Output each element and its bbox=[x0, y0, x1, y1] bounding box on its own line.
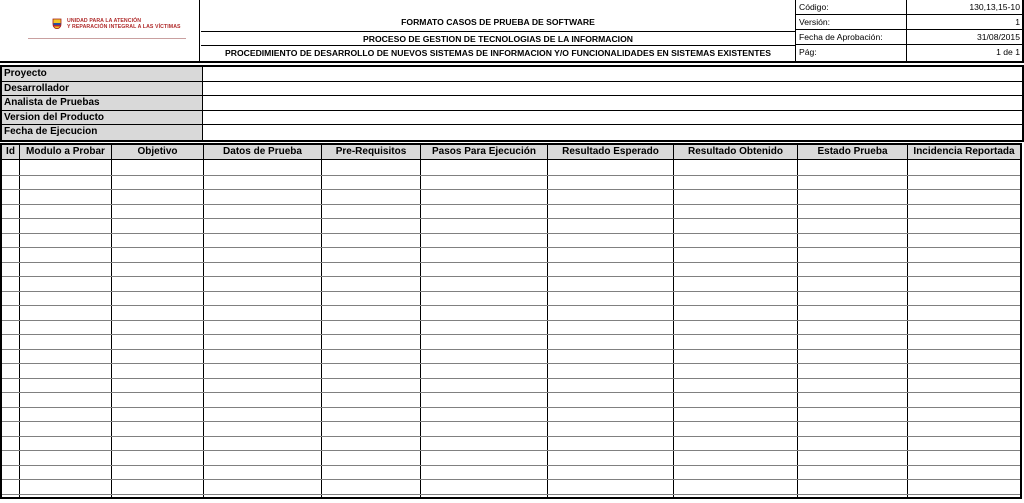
column-divider bbox=[203, 160, 204, 497]
column-divider bbox=[907, 160, 908, 497]
meta-label: Pág: bbox=[799, 47, 817, 57]
table-row-divider bbox=[2, 349, 1020, 350]
column-header-obtained-result: Resultado Obtenido bbox=[674, 145, 798, 160]
column-divider bbox=[797, 160, 798, 497]
table-row-divider bbox=[2, 320, 1020, 321]
procedure-title: PROCEDIMIENTO DE DESARROLLO DE NUEVOS SISTEMAS DE INFORMACION Y/O FUNCIONALIDADES EN SISTEMAS EXISTENTES bbox=[201, 45, 795, 60]
meta-row-code bbox=[796, 0, 1023, 15]
info-label: Desarrollador bbox=[2, 82, 203, 96]
column-divider bbox=[19, 160, 20, 497]
column-header-test-status: Estado Prueba bbox=[798, 145, 908, 160]
table-row-divider bbox=[2, 407, 1020, 408]
meta-row-version bbox=[796, 15, 1023, 30]
logo-line-1: UNIDAD PARA LA ATENCIÓN bbox=[67, 18, 142, 24]
column-header-objective: Objetivo bbox=[112, 145, 204, 160]
meta-label: Fecha de Aprobación: bbox=[799, 32, 883, 42]
product-version-field[interactable] bbox=[203, 111, 1022, 125]
meta-value: 1 bbox=[1015, 17, 1020, 27]
table-row-divider bbox=[2, 262, 1020, 263]
meta-value: 130,13,15-10 bbox=[969, 2, 1020, 12]
table-row-divider bbox=[2, 436, 1020, 437]
column-header-test-data: Datos de Prueba bbox=[204, 145, 322, 160]
info-row-developer bbox=[2, 82, 1022, 97]
table-row-divider bbox=[2, 189, 1020, 190]
project-field[interactable] bbox=[203, 67, 1022, 81]
coat-of-arms-icon bbox=[52, 18, 62, 29]
info-row-analyst bbox=[2, 96, 1022, 111]
meta-row-page bbox=[796, 45, 1023, 60]
info-row-product-version bbox=[2, 111, 1022, 126]
info-label: Proyecto bbox=[2, 67, 203, 81]
title-block bbox=[201, 0, 795, 61]
test-cases-table bbox=[0, 143, 1022, 499]
test-analyst-field[interactable] bbox=[203, 96, 1022, 110]
meta-label: Versión: bbox=[799, 17, 831, 27]
table-row-divider bbox=[2, 204, 1020, 205]
table-row-divider bbox=[2, 494, 1020, 495]
execution-date-field[interactable] bbox=[203, 125, 1022, 140]
column-header-reported-incident: Incidencia Reportada bbox=[908, 145, 1020, 160]
column-header-prerequisites: Pre-Requisitos bbox=[322, 145, 421, 160]
logo-line-2: Y REPARACIÓN INTEGRAL A LAS VÍCTIMAS bbox=[67, 24, 181, 30]
table-row-divider bbox=[2, 450, 1020, 451]
logo-divider bbox=[28, 38, 186, 39]
table-row-divider bbox=[2, 305, 1020, 306]
table-row-divider bbox=[2, 233, 1020, 234]
document-header bbox=[0, 0, 1024, 63]
info-label: Analista de Pruebas bbox=[2, 96, 203, 110]
info-row-execution-date bbox=[2, 125, 1022, 140]
column-header-execution-steps: Pasos Para Ejecución bbox=[421, 145, 548, 160]
format-title: FORMATO CASOS DE PRUEBA DE SOFTWARE bbox=[401, 17, 595, 27]
table-row-divider bbox=[2, 247, 1020, 248]
process-title: PROCESO DE GESTION DE TECNOLOGIAS DE LA INFORMACION bbox=[201, 31, 795, 46]
column-divider bbox=[420, 160, 421, 497]
project-info-block bbox=[0, 65, 1024, 142]
column-divider bbox=[673, 160, 674, 497]
info-row-project bbox=[2, 67, 1022, 82]
table-row-divider bbox=[2, 218, 1020, 219]
info-label: Version del Producto bbox=[2, 111, 203, 125]
logo-text bbox=[67, 18, 181, 30]
meta-row-approval-date bbox=[796, 30, 1023, 45]
table-row-divider bbox=[2, 363, 1020, 364]
column-header-module: Modulo a Probar bbox=[20, 145, 112, 160]
developer-field[interactable] bbox=[203, 82, 1022, 96]
column-header-expected-result: Resultado Esperado bbox=[548, 145, 674, 160]
column-divider bbox=[321, 160, 322, 497]
logo-cell bbox=[0, 0, 200, 61]
meta-value: 31/08/2015 bbox=[976, 32, 1020, 42]
column-divider bbox=[547, 160, 548, 497]
column-header-id: Id bbox=[2, 145, 20, 160]
table-row-divider bbox=[2, 392, 1020, 393]
table-row-divider bbox=[2, 276, 1020, 277]
table-row-divider bbox=[2, 334, 1020, 335]
meta-label: Código: bbox=[799, 2, 829, 12]
info-label: Fecha de Ejecucion bbox=[2, 125, 203, 140]
table-row-divider bbox=[2, 175, 1020, 176]
column-divider bbox=[111, 160, 112, 497]
table-row-divider bbox=[2, 378, 1020, 379]
table-row-divider bbox=[2, 479, 1020, 480]
table-row-divider bbox=[2, 465, 1020, 466]
table-row-divider bbox=[2, 421, 1020, 422]
document-meta bbox=[795, 0, 1022, 61]
table-row-divider bbox=[2, 291, 1020, 292]
meta-value: 1 de 1 bbox=[996, 47, 1020, 57]
